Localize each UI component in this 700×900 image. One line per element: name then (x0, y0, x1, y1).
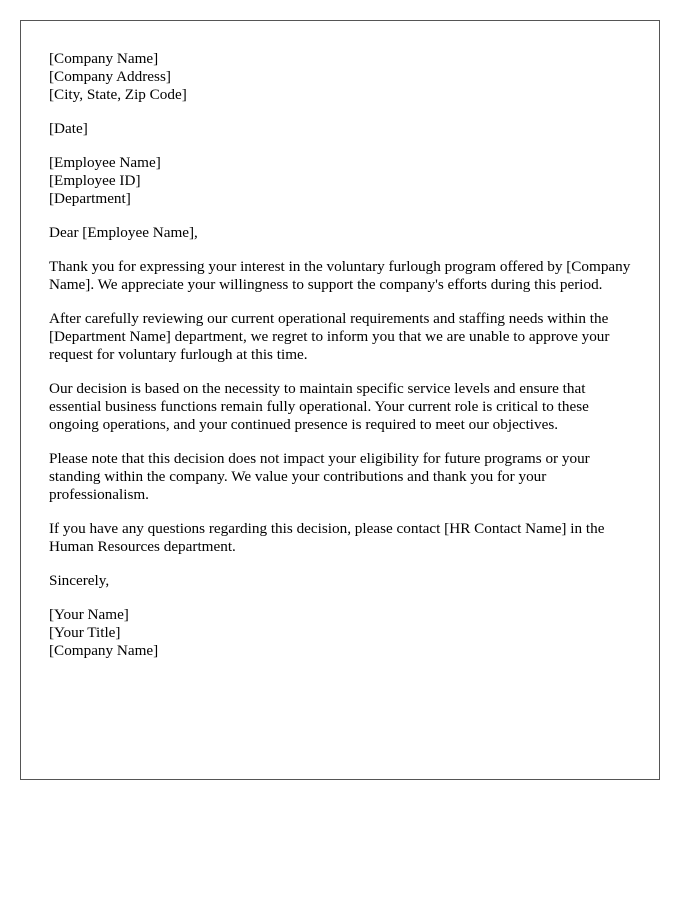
signature-block (49, 606, 639, 660)
recipient-block (49, 154, 639, 208)
signature-company-name: [Company Name] (49, 642, 159, 659)
sender-company-address: [Company Address] (49, 68, 171, 85)
paragraph-interest-thanks: Thank you for expressing your interest in the voluntary furlough program offered by [Company Name]. We appreciate your willingness to support the company's efforts during this period. (49, 258, 631, 293)
paragraph-reason: Our decision is based on the necessity to maintain specific service levels and ensure that essential business functions remain fully operational. Your current role is critical to these ongoing operations, and your continued presence is required to meet our objectives. (49, 380, 589, 433)
recipient-employee-id: [Employee ID] (49, 172, 141, 189)
letter-body (49, 50, 639, 676)
recipient-employee-name: [Employee Name] (49, 154, 161, 171)
sender-company-name: [Company Name] (49, 50, 159, 67)
signature-your-title: [Your Title] (49, 624, 121, 641)
sender-address-block (49, 50, 639, 104)
letter-date: [Date] (49, 120, 88, 137)
closing: Sincerely, (49, 572, 110, 589)
paragraph-decision: After carefully reviewing our current operational requirements and staffing needs within the [Department Name] department, we regret to inform you that we are unable to approve your request for voluntary furlough at this time. (49, 310, 610, 363)
sender-city-state-zip: [City, State, Zip Code] (49, 86, 187, 103)
date-block (49, 120, 639, 138)
paragraph-contact: If you have any questions regarding this decision, please contact [HR Contact Name] in the Human Resources department. (49, 520, 605, 555)
recipient-department: [Department] (49, 190, 131, 207)
salutation: Dear [Employee Name], (49, 224, 198, 241)
signature-your-name: [Your Name] (49, 606, 129, 623)
paragraph-eligibility-note: Please note that this decision does not impact your eligibility for future programs or your standing within the company. We value your contributions and thank you for your professionalism. (49, 450, 590, 503)
letter-frame (20, 20, 660, 780)
